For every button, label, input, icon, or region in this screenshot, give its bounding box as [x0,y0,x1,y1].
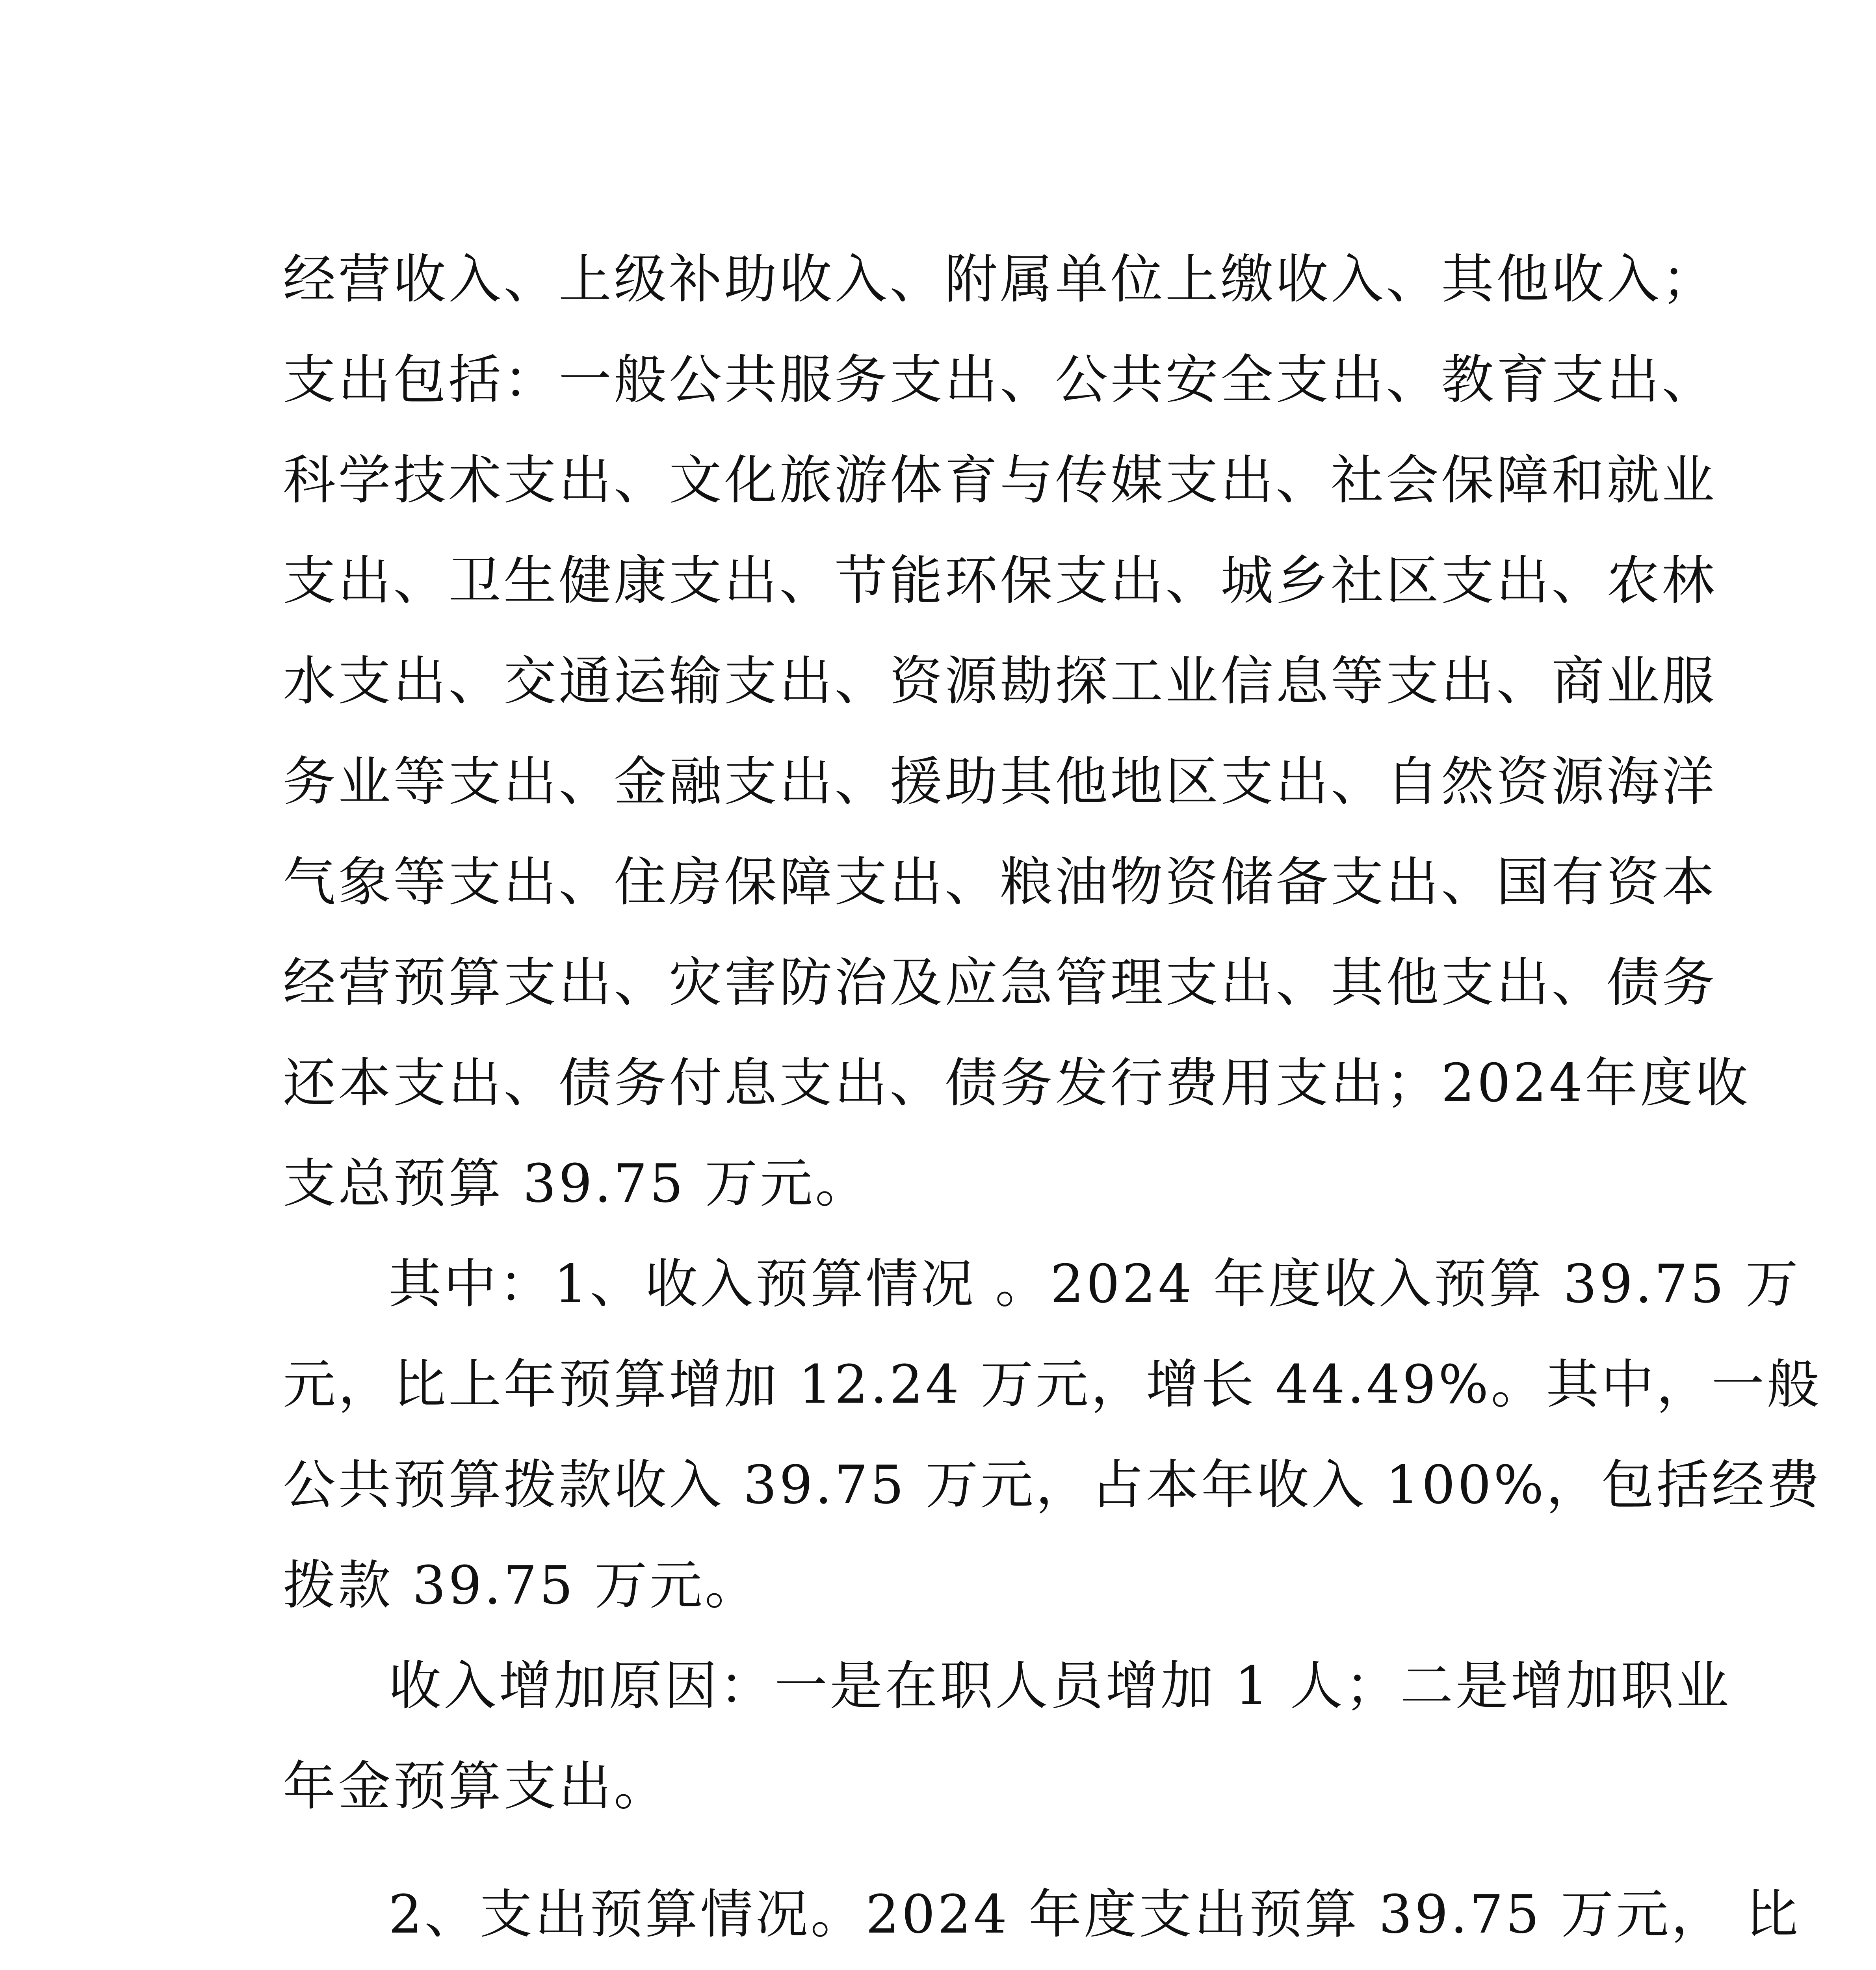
text-line: 科学技术支出、文化旅游体育与传媒支出、社会保障和就业 [283,450,1717,511]
text-line: 还本支出、债务付息支出、债务发行费用支出；2024年度收 [283,1052,1751,1114]
paragraph-gap [283,1837,1595,1864]
text-line: 支出包括：一般公共服务支出、公共安全支出、教育支出、 [283,349,1717,411]
text-line: 务业等支出、金融支出、援助其他地区支出、自然资源海洋 [283,751,1717,812]
body-text [283,229,1822,1970]
text-line: 经营预算支出、灾害防治及应急管理支出、其他支出、债务 [283,952,1717,1013]
text-line [283,1965,1595,1970]
text-line: 水支出、交通运输支出、资源勘探工业信息等支出、商业服 [283,650,1717,712]
text-line: 拨款 39.75 万元。 [283,1555,760,1616]
text-line: 收入增加原因：一是在职人员增加 1 人；二是增加职业 [388,1655,1731,1717]
text-line: 支出、卫生健康支出、节能环保支出、城乡社区支出、农林 [283,550,1717,611]
text-line: 公共预算拨款收入 39.75 万元，占本年收入 100%，包括经费 [283,1454,1822,1516]
text-line: 其中：1、收入预算情况 。2024 年度收入预算 39.75 万 [388,1253,1801,1315]
text-line: 元，比上年预算增加 12.24 万元，增长 44.49%。其中，一般 [283,1354,1822,1415]
text-line: 气象等支出、住房保障支出、粮油物资储备支出、国有资本 [283,851,1717,913]
text-line: 支总预算 39.75 万元。 [283,1153,870,1214]
text-line: 2、支出预算情况。2024 年度支出预算 39.75 万元， 比 [388,1884,1801,1945]
text-line: 年金预算支出。 [283,1756,669,1817]
text-line: 经营收入、上级补助收入、附属单位上缴收入、其他收入； [283,249,1717,310]
